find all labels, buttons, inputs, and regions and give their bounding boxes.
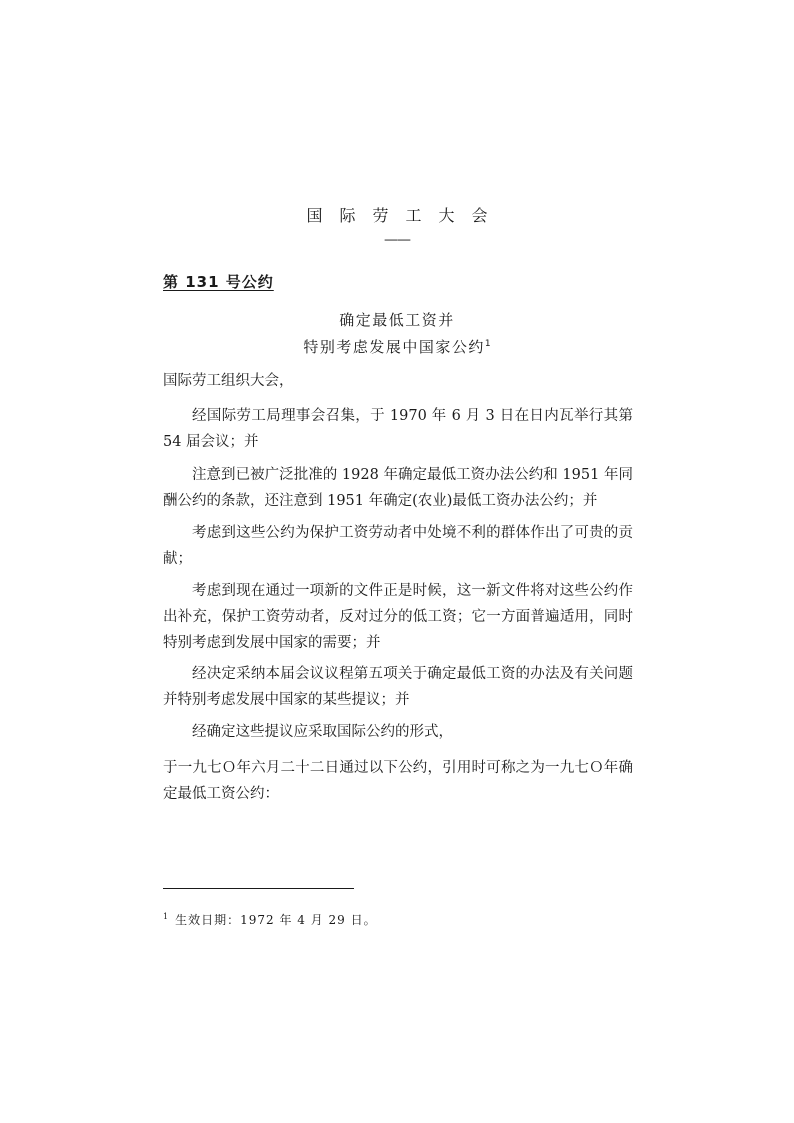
title-separator: —— <box>384 232 410 248</box>
footnote-text: 生效日期：1972 年 4 月 29 日。 <box>175 913 377 927</box>
adoption-paragraph: 于一九七Ｏ年六月二十二日通过以下公约，引用时可称之为一九七Ｏ年确定最低工资公约： <box>163 760 633 802</box>
preamble-paragraph-6: 经确定这些提议应采取国际公约的形式， <box>192 724 453 740</box>
convention-title-text: 特别考虑发展中国家公约 <box>303 338 485 356</box>
preamble-paragraph-1: 经国际劳工局理事会召集，于 1970 年 6 月 3 日在日内瓦举行其第 54 届会议；并 <box>163 408 633 450</box>
opening-line: 国际劳工组织大会， <box>163 373 294 389</box>
footnote <box>163 911 377 928</box>
preamble-paragraph-5: 经决定采纳本届会议议程第五项关于确定最低工资的办法及有关问题并特别考虑发展中国家的某些提议；并 <box>163 666 633 708</box>
convention-title-line-1: 确定最低工资并 <box>339 311 455 329</box>
footnote-mark: 1 <box>163 912 170 921</box>
preamble-paragraph-4: 考虑到现在通过一项新的文件正是时候，这一新文件将对这些公约作出补充，保护工资劳动者，反对过分的低工资；它一方面普遍适用，同时特别考虑到发展中国家的需要；并 <box>163 583 633 651</box>
preamble-paragraph-2: 注意到已被广泛批准的 1928 年确定最低工资办法公约和 1951 年同酬公约的条款，还注意到 1951 年确定(农业)最低工资办法公约；并 <box>163 467 633 509</box>
conference-title: 国际劳工大会 <box>306 206 505 225</box>
convention-number: 第 131 号公约 <box>163 273 274 291</box>
convention-title-line-2 <box>0 336 794 357</box>
preamble-paragraph-3: 考虑到这些公约为保护工资劳动者中处境不利的群体作出了可贵的贡献； <box>163 525 633 567</box>
footnote-reference: 1 <box>484 339 491 349</box>
footnote-divider <box>163 888 354 889</box>
